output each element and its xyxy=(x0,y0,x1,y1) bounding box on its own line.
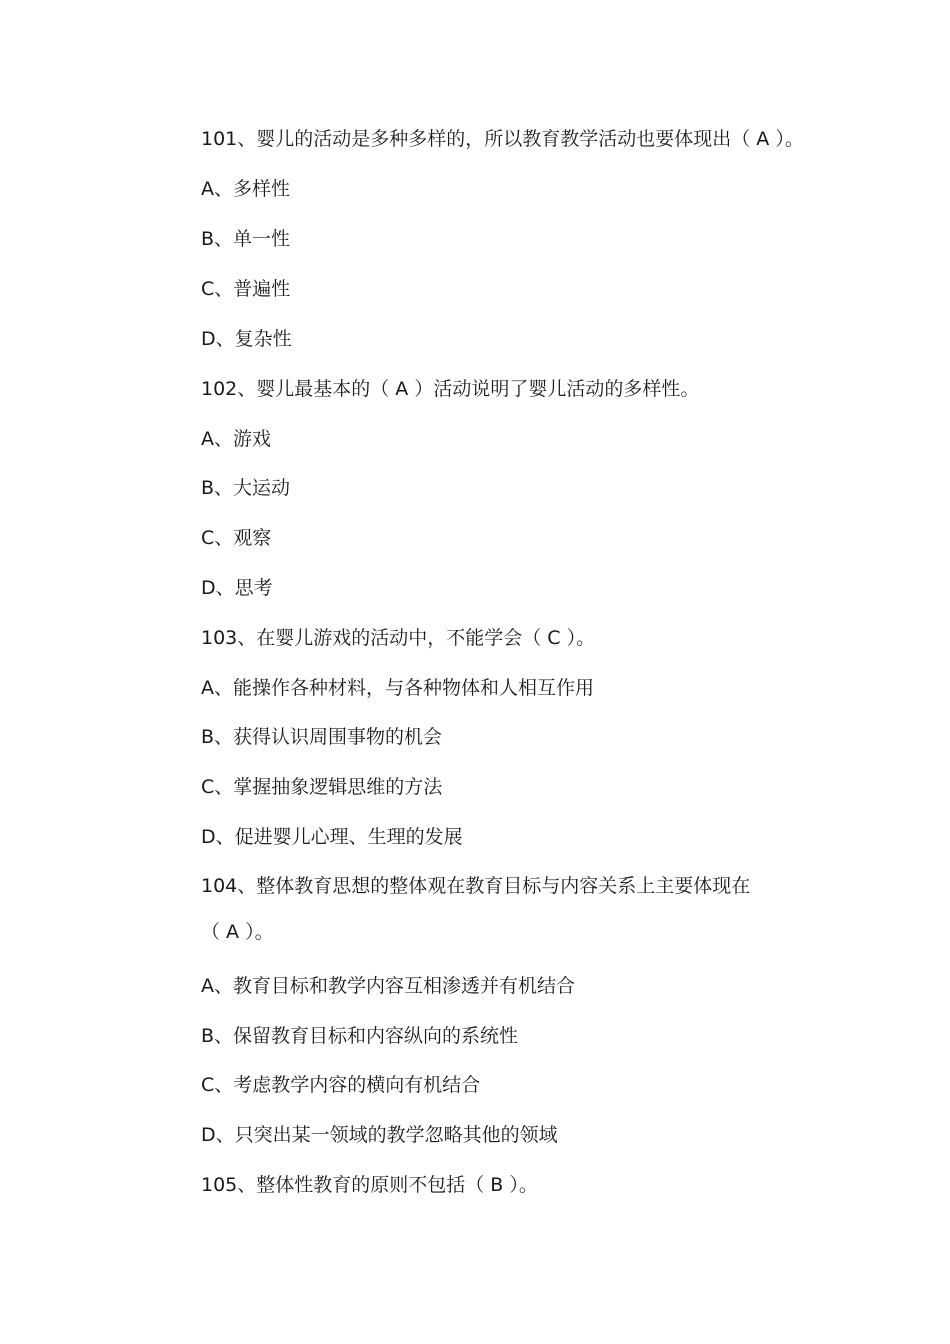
question-102-option-b: B、大运动 xyxy=(201,477,291,499)
question-102-option-d: D、思考 xyxy=(201,577,273,599)
question-101-stem: 101、婴儿的活动是多种多样的，所以教育教学活动也要体现出（ A ）。 xyxy=(201,128,804,150)
question-103-option-c: C、掌握抽象逻辑思维的方法 xyxy=(201,776,443,798)
question-101-option-c: C、普遍性 xyxy=(201,278,291,300)
question-104-stem-continuation: （ A ）。 xyxy=(201,921,274,943)
question-104-option-c: C、考虑教学内容的横向有机结合 xyxy=(201,1074,481,1096)
question-102-option-a: A、游戏 xyxy=(201,428,271,450)
question-102-option-c: C、观察 xyxy=(201,527,272,549)
question-104-stem: 104、整体教育思想的整体观在教育目标与内容关系上主要体现在 xyxy=(201,875,751,897)
question-105-stem: 105、整体性教育的原则不包括（ B ）。 xyxy=(201,1174,538,1196)
question-104-option-b: B、保留教育目标和内容纵向的系统性 xyxy=(201,1025,519,1047)
question-101-option-d: D、复杂性 xyxy=(201,328,292,350)
question-104-option-a: A、教育目标和教学内容互相渗透并有机结合 xyxy=(201,975,575,997)
question-101-option-a: A、多样性 xyxy=(201,178,290,200)
question-103-stem: 103、在婴儿游戏的活动中，不能学会（ C ）。 xyxy=(201,627,596,649)
question-103-option-d: D、促进婴儿心理、生理的发展 xyxy=(201,826,463,848)
question-101-option-b: B、单一性 xyxy=(201,228,291,250)
question-104-option-d: D、只突出某一领域的教学忽略其他的领域 xyxy=(201,1124,558,1146)
question-103-option-b: B、获得认识周围事物的机会 xyxy=(201,726,443,748)
question-103-option-a: A、能操作各种材料，与各种物体和人相互作用 xyxy=(201,677,594,699)
question-102-stem: 102、婴儿最基本的（ A ）活动说明了婴儿活动的多样性。 xyxy=(201,378,700,400)
